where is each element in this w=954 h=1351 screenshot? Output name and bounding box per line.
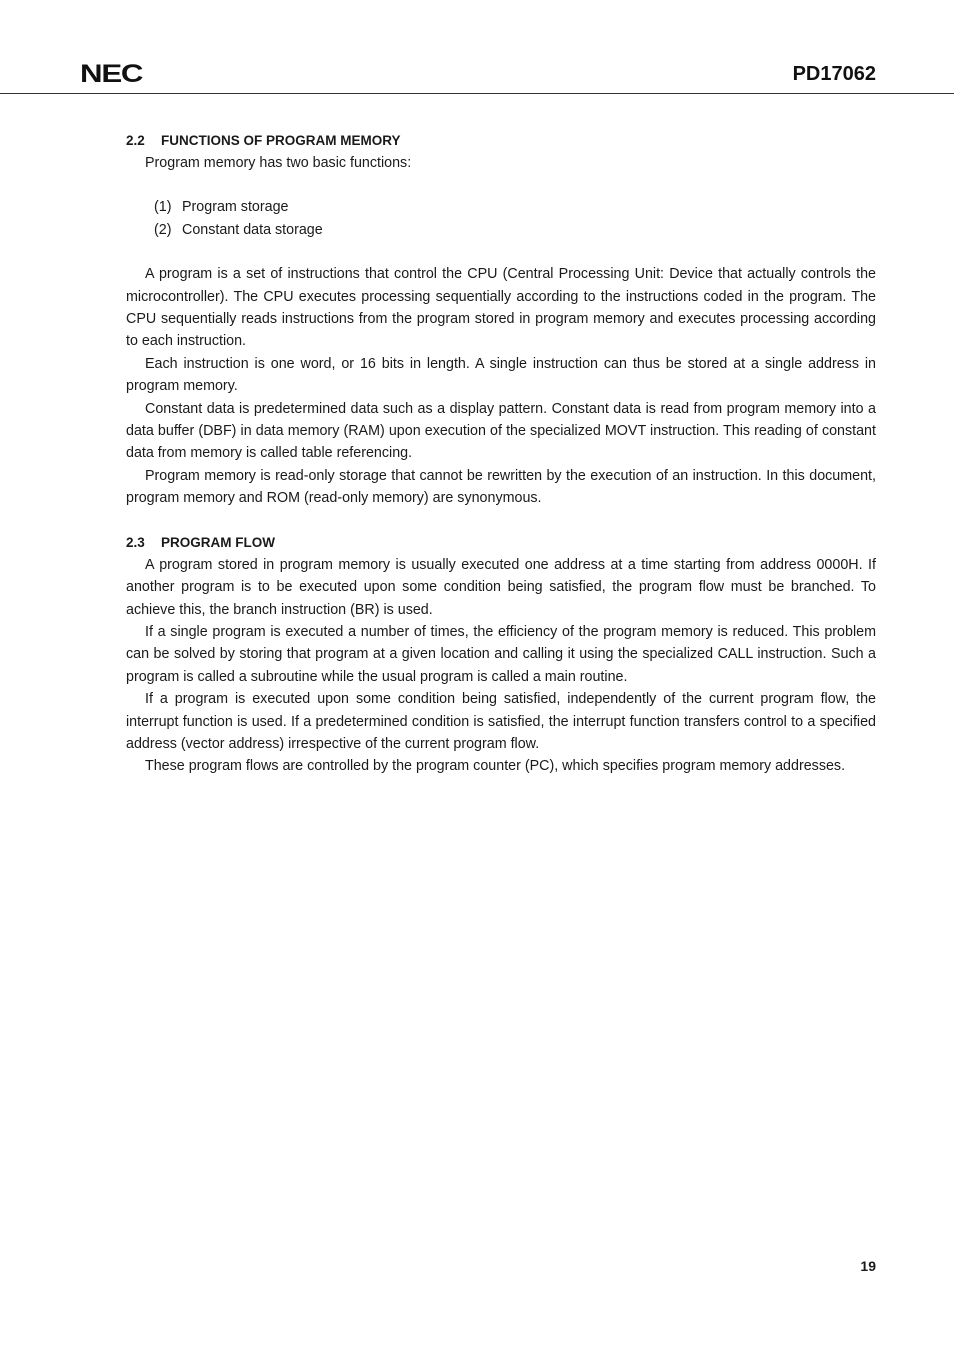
section-2-3 xyxy=(126,532,876,778)
document-id: PD17062 xyxy=(792,63,876,85)
paragraph: If a single program is executed a number of times, the efficiency of the program memory is reduced. This problem can be solved by storing that program at a given location and calling it using the specialized CALL instruction. Such a program is called a subroutine while the usual program is called a main routine. xyxy=(126,623,876,685)
nec-logo: NEC xyxy=(80,60,143,88)
header-rule xyxy=(0,93,954,94)
paragraph: These program flows are controlled by the program counter (PC), which specifies program memory addresses. xyxy=(145,758,846,775)
paragraph: A program is a set of instructions that control the CPU (Central Processing Unit: Device that actually controls the microcontroller). The CPU executes processing sequentially according to the instructions coded in the program. The CPU sequentially reads instructions from the program stored in program memory and executes processing according to each instruction. xyxy=(126,266,876,350)
section-number: 2.3 xyxy=(126,534,145,550)
list-text: Constant data storage xyxy=(182,221,323,238)
page-header xyxy=(0,0,954,94)
list-item xyxy=(154,196,876,218)
list-text: Program storage xyxy=(182,199,289,216)
paragraph: Constant data is predetermined data such as a display pattern. Constant data is read from program memory into a data buffer (DBF) in data memory (RAM) upon execution of the specialized MOVT instruction. This reading of constant data from memory is called table referencing. xyxy=(126,400,876,462)
section-heading xyxy=(126,532,876,554)
section-heading xyxy=(126,130,876,152)
document-body xyxy=(126,130,876,778)
paragraph: A program stored in program memory is usually executed one address at a time starting from address 0000H. If another program is to be executed upon some condition being satisfied, the program flow must be branched. To achieve this, the branch instruction (BR) is used. xyxy=(126,556,876,618)
list-number: (2) xyxy=(154,221,172,238)
paragraph: Each instruction is one word, or 16 bits in length. A single instruction can thus be stored at a single address in program memory. xyxy=(126,355,876,395)
section-title: PROGRAM FLOW xyxy=(161,534,275,550)
section-intro: Program memory has two basic functions: xyxy=(145,155,412,171)
section-2-2 xyxy=(126,130,876,510)
section-title: FUNCTIONS OF PROGRAM MEMORY xyxy=(161,133,401,148)
list-item xyxy=(154,219,876,241)
page-number: 19 xyxy=(860,1258,876,1274)
function-list xyxy=(154,196,876,241)
section-number: 2.2 xyxy=(126,133,145,148)
list-number: (1) xyxy=(154,199,172,216)
paragraph: Program memory is read-only storage that cannot be rewritten by the execution of an instruction. In this document, program memory and ROM (read-only memory) are synonymous. xyxy=(126,467,876,507)
paragraph: If a program is executed upon some condition being satisfied, independently of the current program flow, the interrupt function is used. If a predetermined condition is satisfied, the interrupt function transfers control to a specified address (vector address) irrespective of the current program flow. xyxy=(126,691,876,752)
